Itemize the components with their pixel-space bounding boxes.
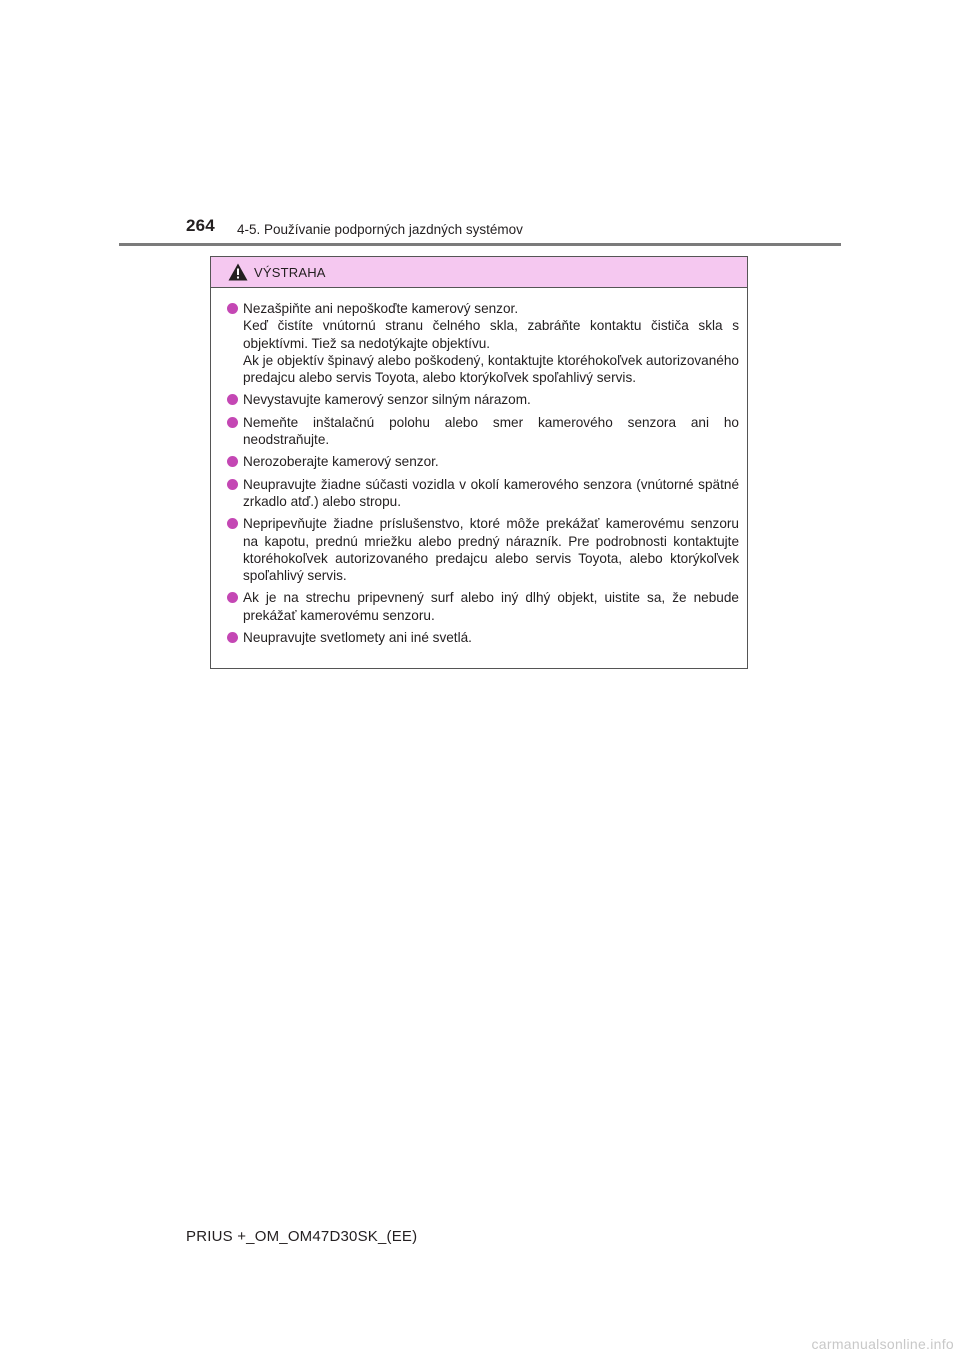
- warning-box: [210, 256, 748, 669]
- header-divider: [119, 243, 841, 246]
- watermark: carmanualsonline.info: [811, 1336, 954, 1352]
- warning-item: [243, 515, 739, 584]
- warning-item: [243, 300, 739, 386]
- warning-item: [243, 391, 739, 408]
- bullet-dot-icon: [227, 632, 238, 643]
- warning-item: [243, 453, 739, 470]
- warning-item-line: Nemeňte inštalačnú polohu alebo smer kamerového senzora ani ho neodstraňujte.: [243, 414, 739, 448]
- warning-list: [211, 288, 747, 646]
- bullet-dot-icon: [227, 456, 238, 467]
- bullet-dot-icon: [227, 479, 238, 490]
- warning-item-line: Neupravujte žiadne súčasti vozidla v okolí kamerového senzora (vnútorné spätné zrkadlo atď.) alebo stropu.: [243, 476, 739, 509]
- bullet-dot-icon: [227, 417, 238, 428]
- warning-item-line: Neupravujte svetlomety ani iné svetlá.: [243, 630, 472, 646]
- warning-item: [243, 476, 739, 511]
- warning-triangle-icon: [228, 263, 248, 281]
- warning-item-line: Ak je objektív špinavý alebo poškodený, kontaktujte ktoréhokoľvek autorizovaného predajcu alebo servis Toyota, alebo ktorýkoľvek spoľahlivý servis.: [243, 352, 739, 386]
- warning-item: [243, 589, 739, 624]
- bullet-dot-icon: [227, 394, 238, 405]
- warning-item-line: Nerozoberajte kamerový senzor.: [243, 454, 439, 470]
- warning-item: [243, 629, 739, 646]
- page-number: 264: [186, 216, 215, 235]
- warning-item-line: Nepripevňujte žiadne príslušenstvo, ktoré môže prekážať kamerovému senzoru na kapotu, prednú mriežku alebo predný nárazník. Pre podrobnosti kontaktujte ktoréhokoľvek autorizovaného predajcu alebo servis Toyota, alebo ktorýkoľvek spoľahlivý servis.: [243, 516, 739, 584]
- warning-header: [211, 257, 747, 288]
- warning-item-line: Keď čistíte vnútornú stranu čelného skla, zabráňte kontaktu čističa skla s objektívmi. Tiež sa nedotýkajte objektívu.: [243, 318, 739, 351]
- warning-item: [243, 414, 739, 449]
- bullet-dot-icon: [227, 592, 238, 603]
- warning-item-line: Ak je na strechu pripevnený surf alebo iný dlhý objekt, uistite sa, že nebude prekážať kamerovému senzoru.: [243, 590, 739, 623]
- bullet-dot-icon: [227, 518, 238, 529]
- bullet-dot-icon: [227, 303, 238, 314]
- model-code: PRIUS +_OM_OM47D30SK_(EE): [186, 1228, 418, 1245]
- warning-title: VÝSTRAHA: [254, 265, 326, 280]
- warning-item-line: Nevystavujte kamerový senzor silným nárazom.: [243, 392, 531, 408]
- warning-item-line: Nezašpiňte ani nepoškoďte kamerový senzor.: [243, 301, 519, 316]
- section-title: 4-5. Používanie podporných jazdných systémov: [237, 222, 523, 237]
